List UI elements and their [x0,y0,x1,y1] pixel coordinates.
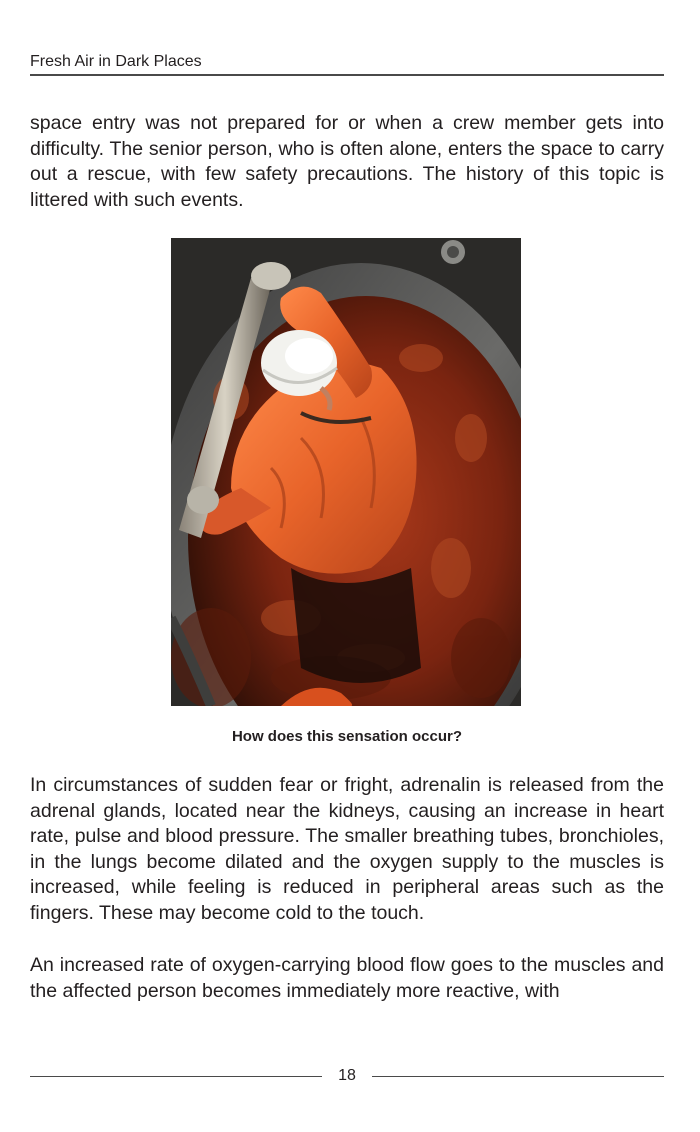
footer-rule-right [372,1076,664,1077]
running-title: Fresh Air in Dark Places [30,53,202,70]
page-number: 18 [338,1067,356,1084]
body-paragraph: In circumstances of sudden fear or fright, adrenalin is released from the adrenal glands, located near the kidneys, causing an increase in heart rate, pulse and blood pressure. The smaller breathing tubes, bronchioles, in the lungs become dilated and the oxygen supply to the muscles is increased, while feeling is reduced in peripheral areas such as the fingers. These may become cold to the touch. [30,774,664,924]
body-paragraph: space entry was not prepared for or when a crew member gets into difficulty. The senior person, who is often alone, enters the space to carry out a rescue, with few safety precautions. The history of this topic is littered with such events. [30,112,664,211]
page-footer [30,1066,664,1086]
photo-worker-entering-tank [171,238,521,706]
figure-caption: How does this sensation occur? [231,728,463,745]
running-header [30,52,664,76]
body-paragraph: An increased rate of oxygen-carrying blood flow goes to the muscles and the affected person becomes immediately more reactive, with [30,954,664,1002]
